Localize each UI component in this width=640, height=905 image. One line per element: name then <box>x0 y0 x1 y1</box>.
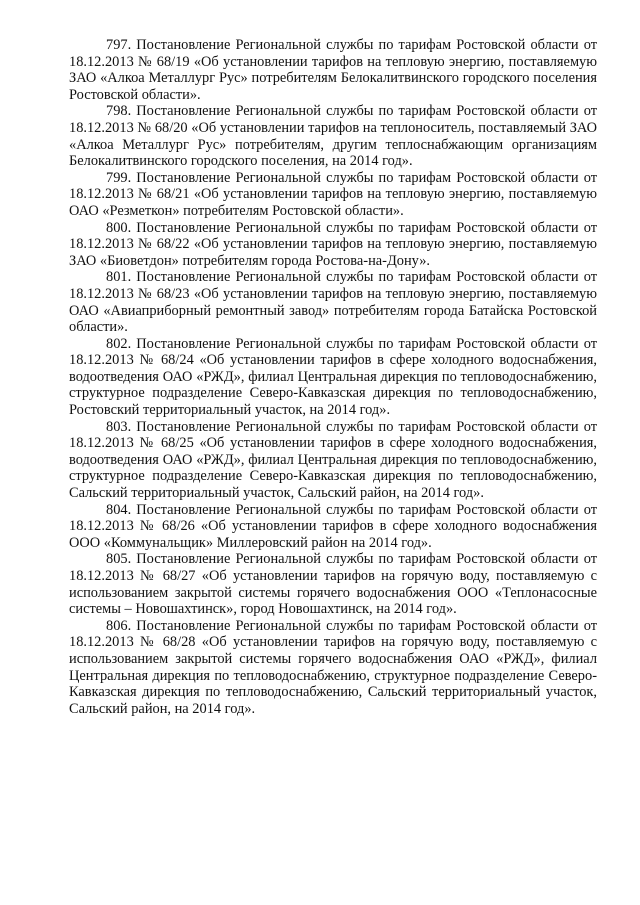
resolution-item-797: 797. Постановление Региональной службы по тарифам Ростовской области от 18.12.2013 № 68/19 «Об установлении тарифов на тепловую энергию, поставляемую ЗАО «Алкоа Металлург Рус» потребителям Белокалитвинского городского поселения Ростовской области». <box>69 37 597 103</box>
resolution-item-805: 805. Постановление Региональной службы по тарифам Ростовской области от 18.12.2013 № 68/27 «Об установлении тарифов на горячую воду, поставляемую с использованием закрытой системы горячего водоснабжения ООО «Теплонасосные системы – Новошахтинск», город Новошахтинск, на 2014 год». <box>69 551 597 618</box>
resolution-item-803: 803. Постановление Региональной службы по тарифам Ростовской области от 18.12.2013 № 68/25 «Об установлении тарифов в сфере холодного водоснабжения, водоотведения ОАО «РЖД», филиал Центральная дирекция по тепловодоснабжению, структурное подразделение Северо-Кавказская дирекция по тепловодоснабжению, Сальский территориальный участок, Сальский район, на 2014 год». <box>69 418 597 502</box>
resolution-item-801: 801. Постановление Региональной службы по тарифам Ростовской области от 18.12.2013 № 68/23 «Об установлении тарифов на тепловую энергию, поставляемую ОАО «Авиаприборный ремонтный завод» потребителям города Батайска Ростовской области». <box>69 269 597 336</box>
resolution-item-799: 799. Постановление Региональной службы по тарифам Ростовской области от 18.12.2013 № 68/21 «Об установлении тарифов на тепловую энергию, поставляемую ОАО «Резметкон» потребителям Ростовской области». <box>69 169 597 219</box>
resolution-item-806: 806. Постановление Региональной службы по тарифам Ростовской области от 18.12.2013 № 68/28 «Об установлении тарифов на горячую воду, поставляемую с использованием закрытой системы горячего водоснабжения ОАО «РЖД», филиал Центральная дирекция по тепловодоснабжению, структурное подразделение Северо-Кавказская дирекция по тепловодоснабжению, Сальский территориальный участок, Сальский район, на 2014 год». <box>69 617 597 717</box>
resolution-item-800: 800. Постановление Региональной службы по тарифам Ростовской области от 18.12.2013 № 68/22 «Об установлении тарифов на тепловую энергию, поставляемую ЗАО «Биоветдон» потребителям города Ростова-на-Дону». <box>69 219 597 269</box>
resolution-item-802: 802. Постановление Региональной службы по тарифам Ростовской области от 18.12.2013 № 68/24 «Об установлении тарифов в сфере холодного водоснабжения, водоотведения ОАО «РЖД», филиал Центральная дирекция по тепловодоснабжению, структурное подразделение Северо-Кавказская дирекция по тепловодоснабжению, Ростовский территориальный участок, на 2014 год». <box>69 335 597 419</box>
resolution-item-798: 798. Постановление Региональной службы по тарифам Ростовской области от 18.12.2013 № 68/20 «Об установлении тарифов на теплоноситель, поставляемый ЗАО «Алкоа Металлург Рус» потребителям, другим теплоснабжающим организациям Белокалитвинского городского поселения, на 2014 год». <box>69 103 597 170</box>
resolution-item-804: 804. Постановление Региональной службы по тарифам Ростовской области от 18.12.2013 № 68/26 «Об установлении тарифов в сфере холодного водоснабжения ООО «Коммунальщик» Миллеровский район на 2014 год». <box>69 501 597 551</box>
